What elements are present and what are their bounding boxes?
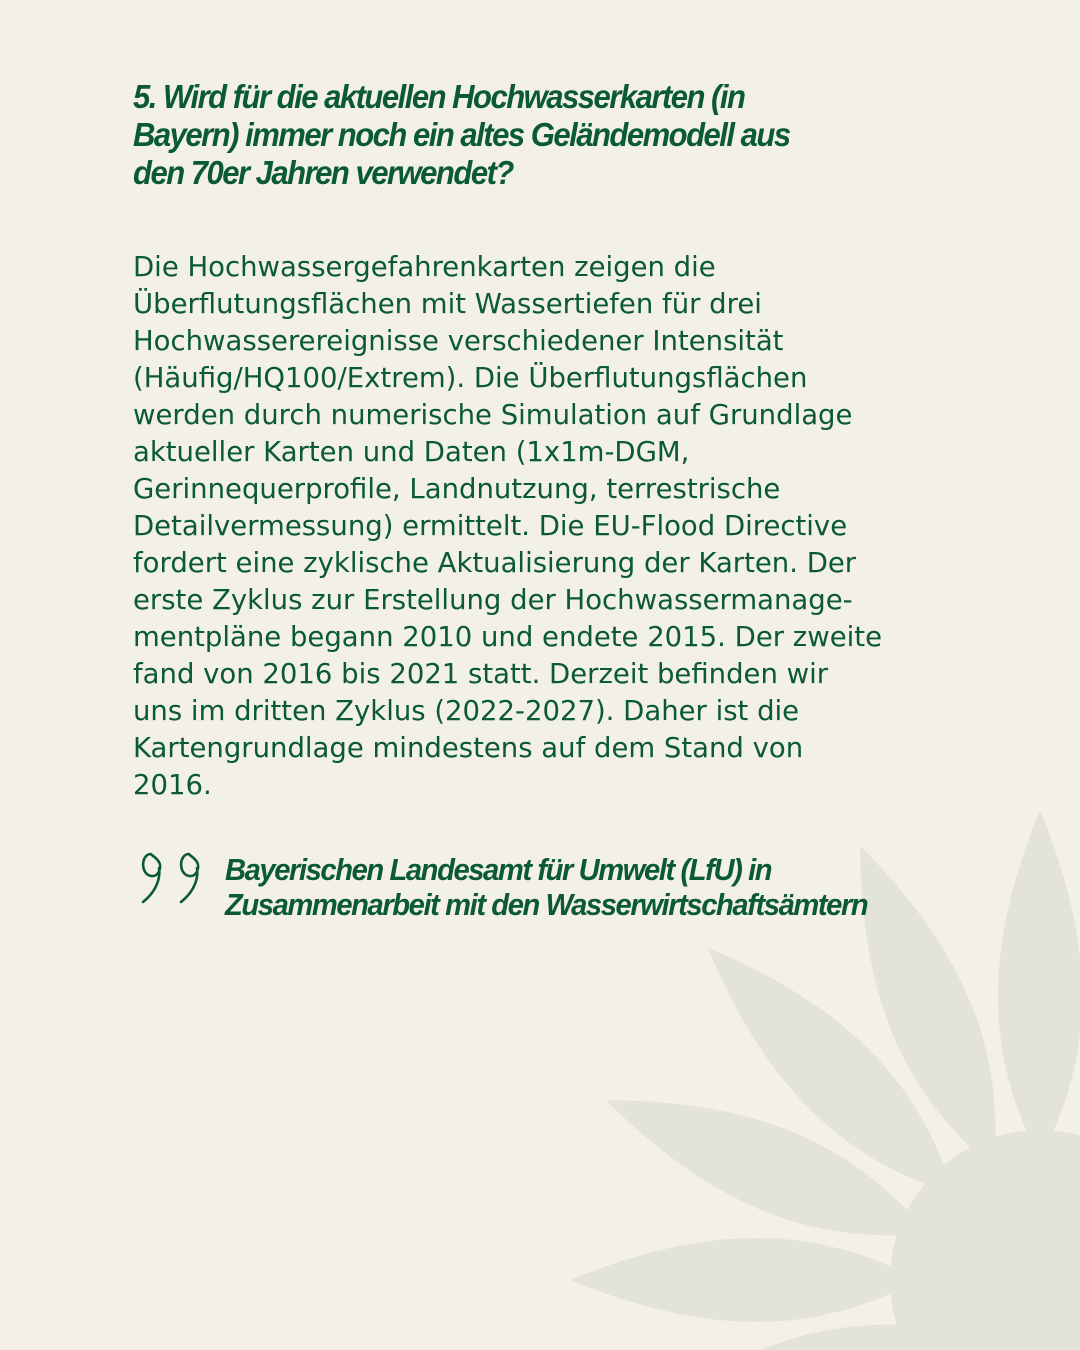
quote-source-text: Bayerischen Landesamt für Umwelt (LfU) in Zusammenarbeit mit den Wasserwirtschaftsämtern (225, 852, 868, 922)
main-content (133, 78, 933, 922)
closing-quote-icon (137, 850, 213, 906)
answer-text: Die Hochwassergefahrenkarten zeigen die Überflutungsflächen mit Wassertiefen für drei Hochwasserereignisse verschiedener Intensität (Häufig/HQ100/Extrem). Die Überflutungsflächen werden durch numerische Simulation auf Grundlage aktueller Karten und Daten (1x1m-DGM, Gerinnequerprofile, Landnutzung, terrestrische Detailvermessung) ermittelt. Die EU-Flood Directive fordert eine zyklische Aktualisierung der Karten. Der erste Zyklus zur Erstellung der Hochwassermanage- mentpläne begann 2010 und endete 2015. Der zweite fand von 2016 bis 2021 statt. Derzeit befinden wir uns im dritten Zyklus (2022-2027). Daher ist die Kartengrundlage mindestens auf dem Stand von 2016. (133, 251, 882, 801)
sunflower-petal (570, 1238, 920, 1322)
sunflower-petal (998, 810, 1080, 1160)
question-heading: 5. Wird für die aktuellen Hochwasserkarten (in Bayern) immer noch ein altes Geländemodell aus den 70er Jahren verwendet? (133, 78, 790, 191)
quote-attribution (133, 852, 933, 922)
